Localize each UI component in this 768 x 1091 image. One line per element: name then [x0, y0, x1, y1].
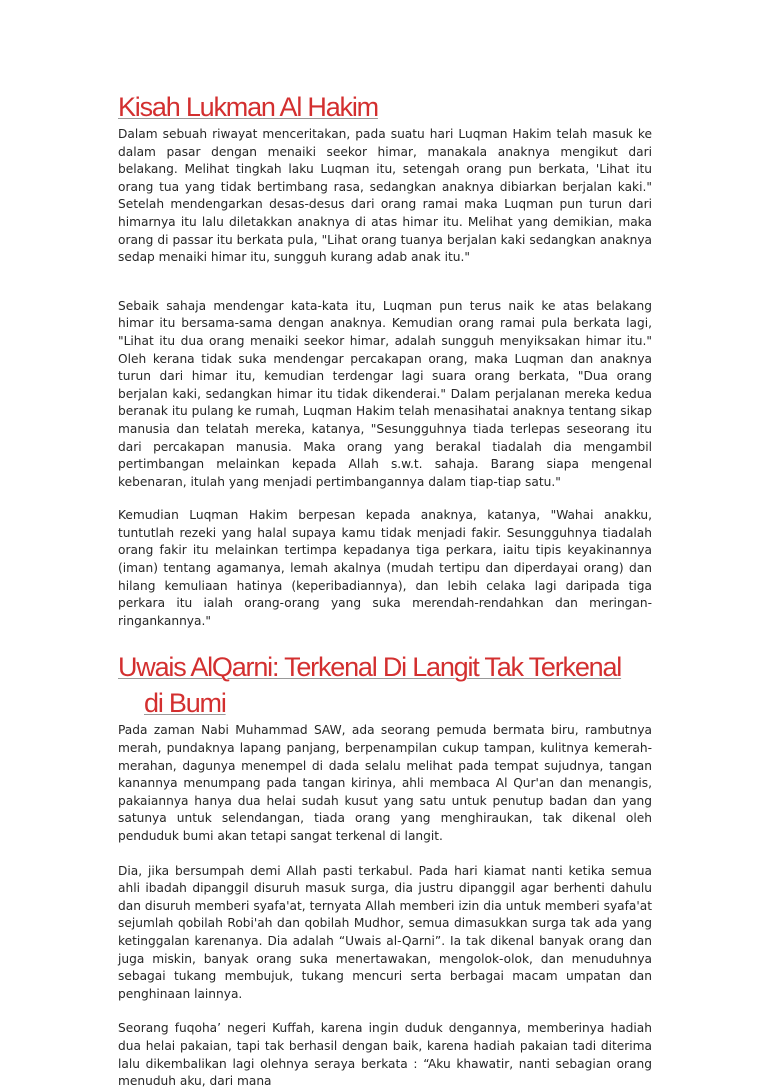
paragraph-gap [118, 846, 652, 863]
article-body [118, 90, 652, 1091]
title-line-1: Uwais AlQarni: Terkenal Di Langit Tak Terkenal [118, 652, 622, 683]
paragraph-gap [118, 267, 652, 298]
paragraph-gap [118, 1003, 652, 1020]
article-title-lukman: Kisah Lukman Al Hakim [118, 92, 378, 122]
paragraph: Kemudian Luqman Hakim berpesan kepada anaknya, katanya, "Wahai anakku, tuntutlah rezeki yang halal supaya kamu tidak menjadi fakir. Sesungguhnya tiadalah orang fakir itu melainkan tertimpa kepadanya tiga perkara, iaitu tipis keyakinannya (iman) tentang agamanya, lemah akalnya (mudah tertipu dan diperdayai orang) dan hilang kemuliaan hatinya (keperibadiannya), dan lebih celaka lagi daripada tiga perkara itu ialah orang-orang yang suka merendah-rendahkan dan meringan-ringankannya." [118, 508, 652, 628]
paragraph: Seorang fuqoha’ negeri Kuffah, karena ingin duduk dengannya, memberinya hadiah dua helai pakaian, tapi tak berhasil dengan baik, karena hadiah pakaian tadi diterima lalu dikembalikan lagi olehnya seraya berkata : “Aku khawatir, nanti sebagian orang menuduh aku, dari mana [118, 1021, 652, 1089]
article-title-uwais-continued [118, 686, 652, 720]
title-line-2: di Bumi [144, 688, 226, 719]
article-title-uwais [118, 650, 652, 684]
paragraph-gap [118, 491, 652, 507]
paragraph: Sebaik sahaja mendengar kata-kata itu, Luqman pun terus naik ke atas belakang himar itu bersama-sama dengan anaknya. Kemudian orang ramai pula berkata lagi, "Lihat itu dua orang menaiki seekor himar, adalah sungguh menyiksakan himar itu." Oleh kerana tidak suka mendengar percakapan orang, maka Luqman dan anaknya turun dari himar itu, kemudian terdengar lagi suara orang berkata, "Dua orang berjalan kaki, sedangkan himar itu tidak dikenderai." Dalam perjalanan mereka kedua beranak itu pulang ke rumah, Luqman Hakim telah menasihatai anaknya tentang sikap manusia dan telatah mereka, katanya, "Sesungguhnya tiada terlepas seseorang itu dari percakapan manusia. Maka orang yang berakal tiadalah dia mengambil pertimbangan melainkan kepada Allah s.w.t. sahaja. Barang siapa mengenal kebenaran, itulah yang menjadi pertimbangannya dalam tiap-tiap satu." [118, 298, 652, 489]
paragraph: Dia, jika bersumpah demi Allah pasti terkabul. Pada hari kiamat nanti ketika semua ahli ibadah dipanggil disuruh masuk surga, dia justru dipanggil agar berhenti dahulu dan disuruh memberi syafa'at, ternyata Allah memberi izin dia untuk memberi syafa'at sejumlah qobilah Robi'ah dan qobilah Mudhor, semua dimasukkan surga tak ada yang ketinggalan karenanya. Dia adalah “Uwais al-Qarni”. Ia tak dikenal banyak orang dan juga miskin, banyak orang suka menertawakan, mengolok-olok, dan menuduhnya sebagai tukang membujuk, tukang mencuri serta berbagai macam umpatan dan penghinaan lainnya. [118, 863, 652, 1001]
paragraph: Pada zaman Nabi Muhammad SAW, ada seorang pemuda bermata biru, rambutnya merah, pundaknya lapang panjang, berpenampilan cukup tampan, kulitnya kemerah-merahan, dagunya menempel di dada selalu melihat pada tempat sujudnya, tangan kanannya menumpang pada tangan kirinya, ahli membaca Al Qur'an dan menangis, pakaiannya hanya dua helai sudah kusut yang satu untuk penutup badan dan yang satunya untuk selendangan, tiada orang yang menghiraukan, tak dikenal oleh penduduk bumi akan tetapi sangat terkenal di langit. [118, 723, 652, 843]
paragraph: Dalam sebuah riwayat menceritakan, pada suatu hari Luqman Hakim telah masuk ke dalam pasar dengan menaiki seekor himar, manakala anaknya mengikut dari belakang. Melihat tingkah laku Luqman itu, setengah orang pun berkata, 'Lihat itu orang tua yang tidak bertimbang rasa, sedangkan anaknya dibiarkan berjalan kaki." Setelah mendengarkan desas-desus dari orang ramai maka Luqman pun turun dari himarnya itu lalu diletakkan anaknya di atas himar itu. Melihat yang demikian, maka orang di passar itu berkata pula, "Lihat orang tuanya berjalan kaki sedangkan anaknya sedap menaiki himar itu, sungguh kurang adab anak itu." [118, 127, 652, 265]
